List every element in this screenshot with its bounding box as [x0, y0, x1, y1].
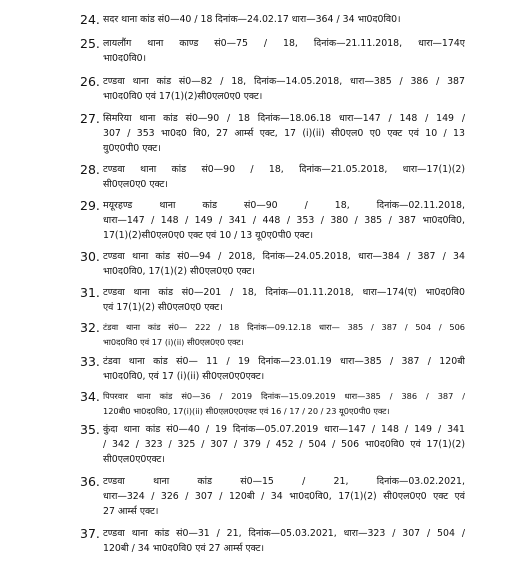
text-line: लायलौंग थाना काण्ड सं0—75 / 18, दिनांक—21.11.2018, धारा—174ए [103, 38, 465, 49]
item-number: 27. [80, 111, 100, 126]
text-line: धारा—324 / 326 / 307 / 120बी / 34 भा0द0वि0, 17(1)(2) सी0एल0ए0 एक्ट एवं [103, 491, 465, 502]
text-line: एवं 17(1)(2) सी0एल0ए0 एक्ट। [103, 302, 223, 313]
text-line: भा0द0वि0 एवं 17 (i)(ii) सी0एल0ए0 एक्ट। [103, 337, 244, 347]
text-line: भा0द0वि0, एवं 17 (i)(ii) सी0एल0ए0एक्ट। [103, 371, 265, 382]
text-line: यु0ए0पी0 एक्ट। [103, 143, 161, 154]
text-line: मयूरहण्ड थाना कांड सं0—90 / 18, दिनांक—02.11.2018, [103, 200, 465, 211]
item-number: 26. [80, 74, 100, 89]
text-line: 27 आर्म्स एक्ट। [103, 506, 159, 517]
item-text [103, 162, 465, 192]
item-number: 31. [80, 285, 100, 300]
text-line: टण्डवा थाना कांड सं0—94 / 2018, दिनांक—24.05.2018, धारा—384 / 387 / 34 [103, 251, 465, 262]
text-line: भा0द0वि0, 17(1)(2) सी0एल0ए0 एक्ट। [103, 266, 255, 277]
text-line: भा0द0वि0 एवं 17(1)(2)सी0एल0ए0 एक्ट। [103, 91, 263, 102]
text-line: 120बी0 भा0द0वि0, 17(i)(ii) सी0एल0ए0एक्ट एवं 16 / 17 / 20 / 23 यू0ए0पी0 एक्ट। [103, 406, 390, 416]
text-line: 307 / 353 भा0द0 वि0, 27 आर्म्स एक्ट, 17 (i)(ii) सी0एल0 ए0 एक्ट एवं 10 / 13 [103, 128, 465, 139]
text-line: टण्डवा थाना कांड सं0—31 / 21, दिनांक—05.03.2021, धारा—323 / 307 / 504 / [103, 528, 465, 539]
item-text [103, 249, 465, 279]
text-line: / 342 / 323 / 325 / 307 / 379 / 452 / 504 / 506 भा0द0वि0 एवं 17(1)(2) [103, 439, 465, 450]
text-line: टंडवा थाना कांड सं0— 222 / 18 दिनांक—09.12.18 धारा— 385 / 387 / 504 / 506 [103, 322, 465, 332]
text-line: टंडवा थाना कांड सं0— 11 / 19 दिनांक—23.01.19 धारा—385 / 387 / 120बी [103, 356, 465, 367]
item-text [103, 111, 465, 156]
item-text [103, 36, 465, 66]
item-number: 29. [80, 198, 100, 213]
text-line: कुंदा थाना कांड सं0—40 / 19 दिनांक—05.07.2019 धारा—147 / 148 / 149 / 341 [103, 424, 465, 435]
item-number: 35. [80, 422, 100, 437]
item-number: 25. [80, 36, 100, 51]
item-text [103, 526, 465, 556]
item-number: 32. [80, 320, 100, 335]
text-line: सिमरिया थाना कांड सं0—90 / 18 दिनांक—18.06.18 धारा—147 / 148 / 149 / [103, 113, 465, 124]
text-line: 17(1)(2)सी0एल0ए0 एक्ट एवं 10 / 13 यू0ए0पी0 एक्ट। [103, 230, 314, 241]
text-line: सी0एल0ए0एक्ट। [103, 454, 165, 465]
text-line: टण्डवा थाना कांड सं0—15 / 21, दिनांक—03.02.2021, [103, 476, 465, 487]
item-text [103, 354, 465, 384]
item-text [103, 198, 465, 243]
item-text [103, 474, 465, 519]
text-line: टण्डवा थाना कांड सं0—82 / 18, दिनांक—14.05.2018, धारा—385 / 386 / 387 [103, 76, 465, 87]
item-number: 33. [80, 354, 100, 369]
item-number: 34. [80, 389, 100, 404]
item-number: 36. [80, 474, 100, 489]
text-line: सी0एल0ए0 एक्ट। [103, 179, 168, 190]
text-line: 120बी / 34 भा0द0वि0 एवं 27 आर्म्स एक्ट। [103, 543, 265, 554]
text-line: सदर थाना कांड सं0—40 / 18 दिनांक—24.02.17 धारा—364 / 34 भा0द0वि0। [103, 14, 401, 25]
item-text [103, 74, 465, 104]
item-number: 24. [80, 12, 100, 27]
item-number: 28. [80, 162, 100, 177]
item-number: 37. [80, 526, 100, 541]
text-line: टण्डवा थाना कांड सं0—201 / 18, दिनांक—01.11.2018, धारा—174(ए) भा0द0वि0 [103, 287, 465, 298]
item-text [103, 12, 465, 27]
item-text [103, 422, 465, 467]
text-line: धारा—147 / 148 / 149 / 341 / 448 / 353 / 380 / 385 / 387 भा0द0वि0, [103, 215, 465, 226]
text-line: टण्डवा थाना कांड सं0—90 / 18, दिनांक—21.05.2018, धारा—17(1)(2) [103, 164, 465, 175]
text-line: भा0द0वि0। [103, 53, 147, 64]
text-line: पिपरवार थाना कांड सं0—36 / 2019 दिनांक—15.09.2019 धारा—385 / 386 / 387 / [103, 391, 465, 401]
item-text [103, 320, 465, 350]
item-text [103, 285, 465, 315]
item-number: 30. [80, 249, 100, 264]
item-text [103, 389, 465, 419]
